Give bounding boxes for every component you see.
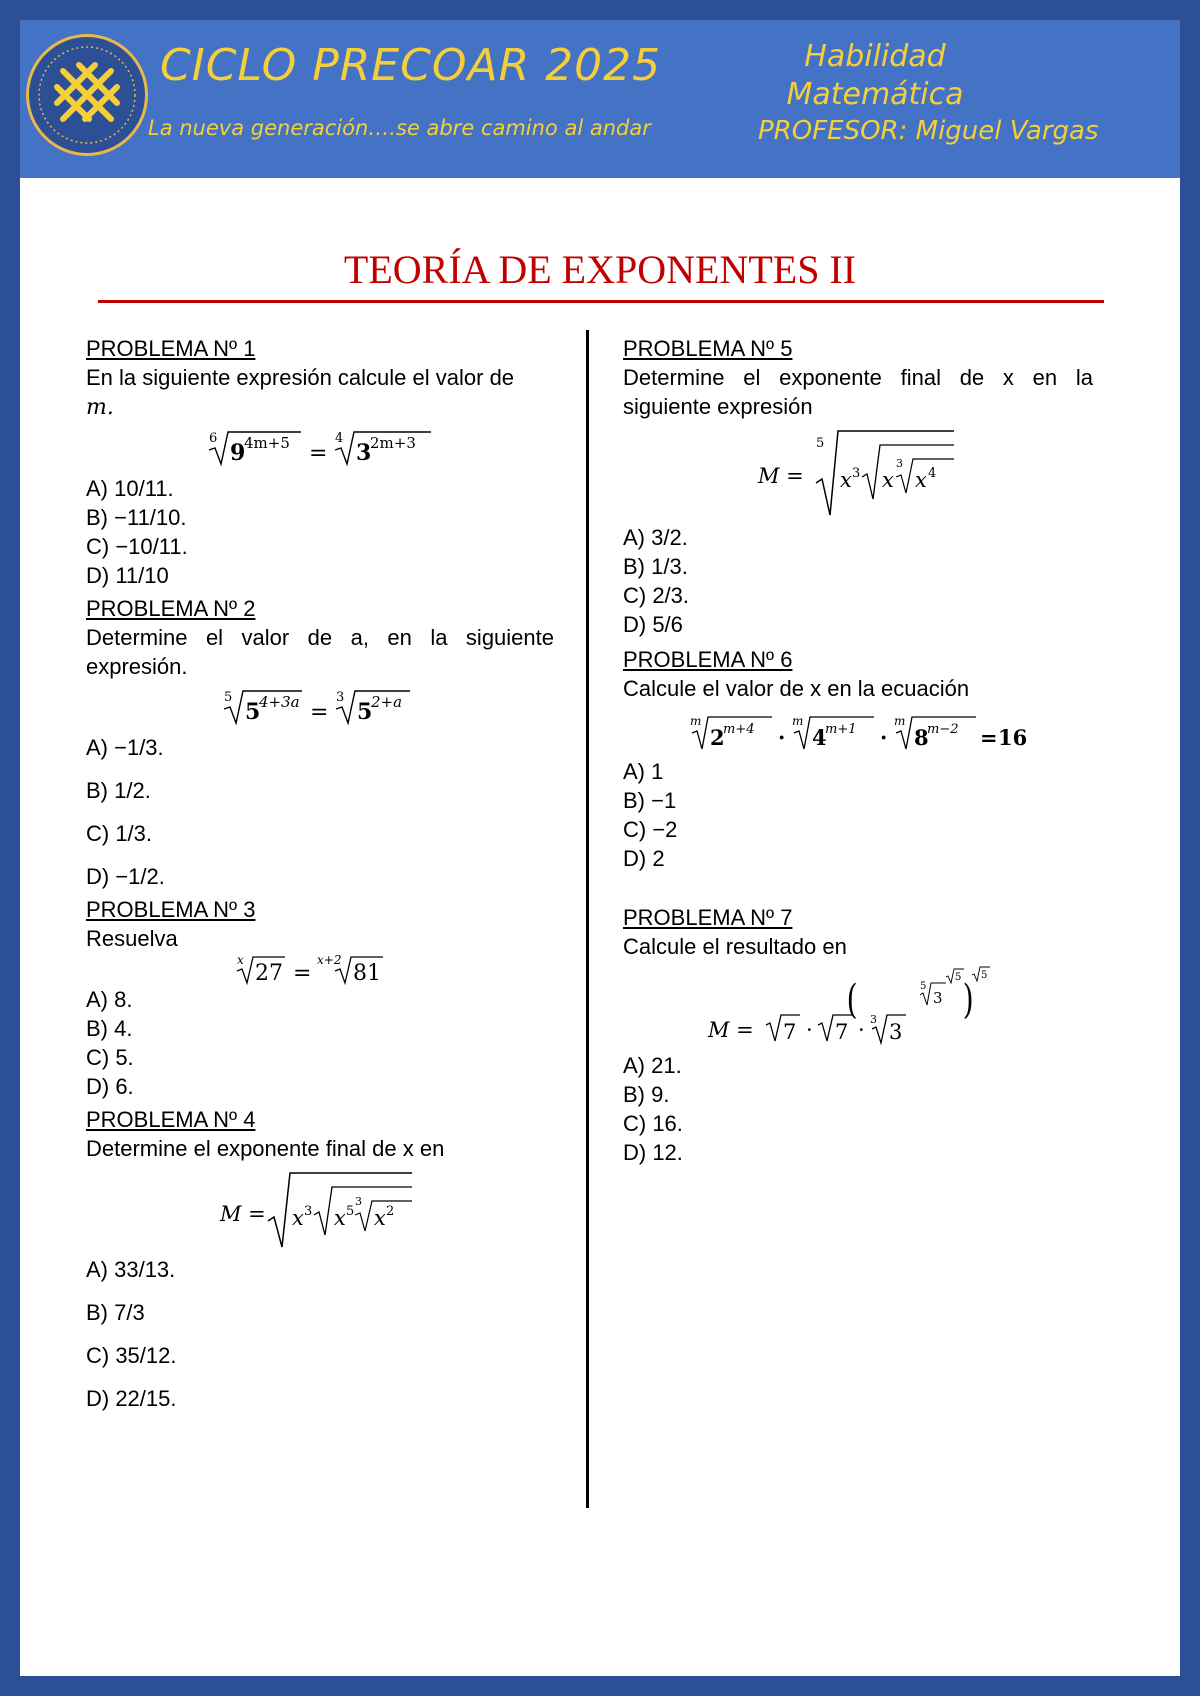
svg-text:m: m: [894, 714, 906, 728]
problem-equation: [86, 953, 554, 985]
problem-equation: [623, 963, 1093, 1049]
svg-text:(: (: [846, 977, 858, 1024]
problem-heading: PROBLEMA Nº 2: [86, 596, 256, 621]
option-d[interactable]: D) 6.: [86, 1074, 134, 1099]
option-c[interactable]: C) 2/3.: [623, 583, 690, 608]
svg-text:m: m: [690, 714, 702, 728]
option-a[interactable]: A) 33/13.: [86, 1257, 176, 1282]
svg-text:3: 3: [336, 690, 345, 705]
svg-text:m: m: [792, 714, 804, 728]
svg-text:M =: M =: [220, 1202, 266, 1226]
svg-text:3: 3: [870, 1013, 877, 1026]
page: [18, 18, 1182, 1678]
school-logo: [26, 34, 148, 156]
svg-text:=: =: [293, 961, 312, 986]
option-c[interactable]: C) −10/11.: [86, 534, 188, 559]
equation-svg: [758, 427, 958, 517]
title-underline: [98, 300, 1104, 303]
svg-text:3: 3: [896, 457, 903, 470]
svg-text:5: 5: [224, 690, 233, 705]
svg-text:4+3a: 4+3a: [259, 693, 300, 711]
option-a[interactable]: A) 1: [623, 759, 664, 784]
svg-text:4: 4: [928, 466, 937, 481]
svg-text:5: 5: [981, 970, 988, 981]
svg-text:4: 4: [812, 725, 827, 750]
option-a[interactable]: A) 3/2.: [623, 525, 688, 550]
equation-svg: [235, 953, 405, 985]
svg-text:·: ·: [778, 725, 786, 750]
svg-text:·: ·: [880, 725, 888, 750]
problem-statement: Calcule el resultado en: [623, 934, 847, 959]
problem-heading: PROBLEMA Nº 1: [86, 336, 256, 361]
option-c[interactable]: C) 16.: [623, 1111, 683, 1136]
problem-3: [86, 895, 554, 1101]
problem-equation: [86, 1169, 554, 1249]
svg-text:2+a: 2+a: [371, 693, 403, 711]
problem-5: [623, 334, 1093, 639]
svg-text:=: =: [980, 725, 998, 750]
svg-text:3: 3: [304, 1204, 313, 1219]
program-title: CICLO PRECOAR 2025: [160, 40, 662, 91]
svg-text:3: 3: [933, 989, 943, 1007]
svg-text:): ): [962, 977, 974, 1024]
svg-text:m+4: m+4: [723, 722, 755, 737]
option-c[interactable]: C) 1/3.: [86, 821, 153, 846]
svg-text:2: 2: [386, 1204, 395, 1219]
option-d[interactable]: D) 11/10: [86, 563, 169, 588]
svg-text:7: 7: [835, 1020, 849, 1044]
option-b[interactable]: B) −1: [623, 788, 677, 813]
svg-text:5: 5: [357, 699, 373, 725]
equation-svg: [205, 428, 435, 468]
problem-7: [623, 903, 1093, 1167]
subject-line-1: Habilidad: [804, 39, 946, 74]
left-column: [86, 330, 554, 1413]
problem-4: [86, 1105, 554, 1413]
option-d[interactable]: D) 22/15.: [86, 1386, 177, 1411]
option-b[interactable]: B) 1/3.: [623, 554, 688, 579]
problem-heading: PROBLEMA Nº 5: [623, 336, 793, 361]
svg-text:5: 5: [245, 699, 261, 725]
svg-text:3: 3: [356, 440, 372, 466]
problem-1: [86, 334, 554, 590]
svg-text:16: 16: [998, 725, 1028, 750]
svg-text:x+2: x+2: [317, 953, 342, 967]
option-d[interactable]: D) −1/2.: [86, 864, 165, 889]
problem-statement: Resuelva: [86, 926, 178, 951]
svg-text:m−2: m−2: [927, 722, 959, 737]
svg-text:3: 3: [852, 466, 861, 481]
option-c[interactable]: C) −2: [623, 817, 678, 842]
svg-text:3: 3: [355, 1195, 362, 1208]
equation-svg: [708, 963, 1008, 1049]
svg-text:2: 2: [710, 725, 725, 750]
svg-text:6: 6: [209, 431, 218, 446]
problem-statement: Calcule el valor de x en la ecuación: [623, 676, 970, 701]
option-d[interactable]: D) 5/6: [623, 612, 683, 637]
professor-name: PROFESOR: Miguel Vargas: [758, 116, 1099, 146]
svg-text:x: x: [374, 1206, 386, 1230]
right-column: [623, 330, 1093, 1167]
svg-text:·: ·: [806, 1018, 813, 1042]
problem-heading: PROBLEMA Nº 3: [86, 897, 256, 922]
option-c[interactable]: C) 35/12.: [86, 1343, 177, 1368]
option-a[interactable]: A) 10/11.: [86, 476, 174, 501]
problem-heading: PROBLEMA Nº 4: [86, 1107, 256, 1132]
option-a[interactable]: A) 8.: [86, 987, 133, 1012]
equation-svg: [220, 1169, 420, 1249]
equation-svg: [220, 687, 420, 727]
problem-statement: Determine el exponente final de x en: [86, 1136, 445, 1161]
svg-text:5: 5: [955, 972, 962, 983]
problem-equation: [623, 427, 1093, 517]
svg-text:5: 5: [816, 436, 825, 451]
svg-text:=: =: [309, 441, 328, 466]
svg-text:7: 7: [783, 1020, 797, 1044]
option-d[interactable]: D) 12.: [623, 1140, 683, 1165]
subject-line-2: Matemática: [786, 77, 964, 112]
svg-text:M =: M =: [758, 464, 804, 488]
subject-name: [780, 38, 970, 114]
option-b[interactable]: B) 1/2.: [86, 778, 151, 803]
problem-heading: PROBLEMA Nº 6: [623, 647, 793, 672]
svg-text:9: 9: [230, 440, 246, 466]
svg-text:2m+3: 2m+3: [370, 434, 416, 452]
svg-text:x: x: [915, 468, 927, 492]
option-b[interactable]: B) 9.: [623, 1082, 670, 1107]
svg-text:27: 27: [255, 961, 283, 986]
logo-emblem-icon: [29, 37, 145, 153]
problem-equation: [623, 713, 1093, 753]
svg-text:5: 5: [920, 981, 927, 992]
svg-text:m+1: m+1: [825, 722, 857, 737]
svg-text:3: 3: [889, 1020, 903, 1044]
svg-text:5: 5: [346, 1204, 355, 1219]
problem-equation: [86, 687, 554, 727]
option-a[interactable]: A) −1/3.: [86, 735, 164, 760]
problem-statement: Determine el exponente final de x en la siguiente expresión: [623, 365, 1093, 419]
svg-text:8: 8: [914, 725, 929, 750]
svg-text:x: x: [840, 468, 852, 492]
problem-statement: Determine el valor de a, en la siguiente expresión.: [86, 625, 554, 679]
svg-text:4m+5: 4m+5: [244, 434, 290, 452]
svg-text:x: x: [292, 1206, 304, 1230]
equation-svg: [688, 713, 1028, 753]
option-b[interactable]: B) 7/3: [86, 1300, 145, 1325]
option-b[interactable]: B) −11/10.: [86, 505, 187, 530]
problem-6: [623, 645, 1093, 873]
svg-text:81: 81: [353, 961, 381, 986]
problem-2: [86, 594, 554, 891]
option-c[interactable]: C) 5.: [86, 1045, 134, 1070]
column-divider: [586, 330, 589, 1508]
svg-text:M =: M =: [708, 1018, 754, 1042]
program-slogan: La nueva generación….se abre camino al andar: [148, 116, 651, 140]
svg-text:·: ·: [858, 1018, 865, 1042]
option-a[interactable]: A) 21.: [623, 1053, 682, 1078]
svg-text:=: =: [310, 700, 329, 725]
option-d[interactable]: D) 2: [623, 846, 665, 871]
svg-text:4: 4: [335, 431, 344, 446]
header-band: [20, 20, 1180, 178]
svg-text:x: x: [334, 1206, 346, 1230]
option-b[interactable]: B) 4.: [86, 1016, 133, 1041]
problem-equation: [86, 428, 554, 468]
problem-heading: PROBLEMA Nº 7: [623, 905, 793, 930]
problem-statement: En la siguiente expresión calcule el valor de m.: [86, 365, 515, 420]
svg-text:x: x: [882, 468, 894, 492]
svg-text:x: x: [237, 953, 244, 967]
page-title: TEORÍA DE EXPONENTES II: [343, 247, 857, 292]
